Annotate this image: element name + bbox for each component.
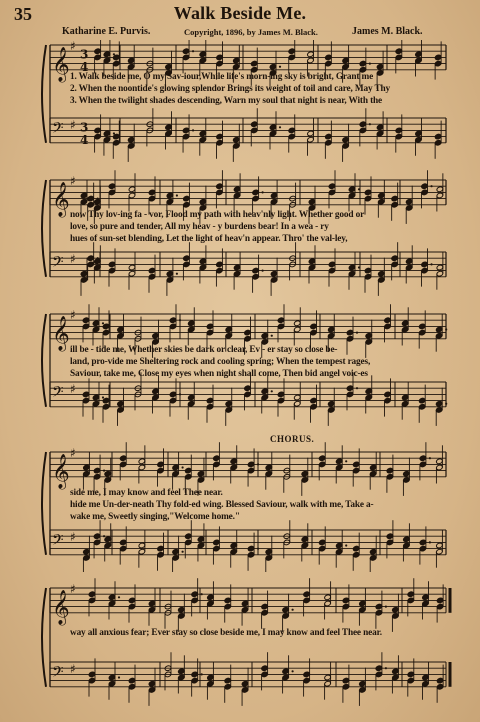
sharp-icon: ♯ — [70, 118, 76, 133]
music-system-3 — [0, 302, 480, 430]
dot — [271, 390, 273, 392]
lyric-line: way all anxious fear; Ever stay so close beside me, I may know and feel Thee near. — [70, 628, 382, 638]
music-system-4 — [0, 430, 480, 572]
lyric-line: land, pro-vide me Sheltering rock and cooling spring; When the tempest rages, — [70, 357, 371, 367]
lyric-line: ill be - tide me, Whether skies be dark or clear, Ev - er stay so close be- — [70, 345, 338, 355]
lyric-line: 3. When the twilight shades descending, Warn my soul that night is near, With the — [70, 96, 383, 106]
dot — [271, 335, 273, 337]
lyric-line: hues of sun-set blending, Let the light of heav'n appear. Thro' the val-ley, — [70, 234, 348, 244]
dot — [356, 387, 358, 389]
system-brace — [42, 180, 46, 277]
dot — [102, 396, 104, 398]
hymn-title: Walk Beside Me. — [173, 3, 307, 23]
dot — [262, 270, 264, 272]
bass-clef-icon: 𝄢 — [52, 119, 64, 141]
author-credit: Katharine E. Purvis. — [62, 26, 151, 37]
dot — [103, 470, 105, 472]
dot — [103, 535, 105, 537]
bass-clef-icon: 𝄢 — [52, 383, 64, 405]
dot — [201, 673, 203, 675]
lyric-line: hide me Un-der-neath Thy fold-ed wing. Blessed Saviour, walk with me, Take a- — [70, 500, 374, 510]
dot — [118, 596, 120, 598]
dot — [429, 457, 431, 459]
dot — [176, 273, 178, 275]
time-signature-numerator: 3 — [80, 120, 89, 135]
dot — [430, 185, 432, 187]
dot — [201, 593, 203, 595]
sharp-icon: ♯ — [70, 252, 76, 267]
dot — [385, 667, 387, 669]
sharp-icon: ♯ — [70, 382, 76, 397]
music-system-5 — [0, 576, 480, 722]
dot — [369, 63, 371, 65]
time-signature-denominator: 4 — [80, 132, 89, 147]
dot — [182, 466, 184, 468]
dot — [182, 551, 184, 553]
treble-clef-icon: 𝄞 — [52, 315, 70, 351]
dot — [102, 322, 104, 324]
page-number: 35 — [14, 4, 32, 24]
bass-clef-icon: 𝄢 — [52, 253, 64, 275]
treble-clef-icon: 𝄞 — [52, 453, 70, 489]
dot — [356, 332, 358, 334]
dot — [179, 319, 181, 321]
lyric-line: side me, I may know and feel Thee near. — [70, 488, 223, 498]
music-system-1 — [0, 40, 480, 168]
system-brace — [42, 45, 46, 143]
time-signature-numerator: 3 — [80, 47, 89, 62]
staff-notation — [0, 576, 480, 722]
treble-clef-icon: 𝄞 — [52, 181, 70, 217]
sharp-icon: ♯ — [70, 308, 76, 322]
dot — [257, 463, 259, 465]
dot — [345, 544, 347, 546]
dot — [176, 194, 178, 196]
chorus-label: CHORUS. — [270, 434, 315, 444]
sharp-icon: ♯ — [70, 446, 76, 460]
dot — [292, 609, 294, 611]
dot — [279, 126, 281, 128]
lyric-line: wake me, Sweetly singing,"Welcome home." — [70, 512, 240, 522]
lyric-line: love, so pure and tender, All my heav - y burdens bear! In a wea - ry — [70, 222, 329, 232]
dot — [429, 541, 431, 543]
dot — [192, 129, 194, 131]
dot — [445, 328, 447, 330]
system-brace — [42, 588, 46, 687]
sharp-icon: ♯ — [70, 582, 76, 596]
system-brace — [42, 452, 46, 555]
treble-clef-icon: 𝄞 — [52, 589, 70, 625]
dot — [192, 50, 194, 52]
bass-clef-icon: 𝄢 — [52, 663, 64, 685]
lyric-line: now Thy lov-ing fa - vor, Flood my path with heav'nly light. Whether good or — [70, 210, 365, 220]
dot — [262, 191, 264, 193]
dot — [257, 548, 259, 550]
music-system-2 — [0, 168, 480, 302]
dot — [358, 188, 360, 190]
dot — [279, 66, 281, 68]
dot — [358, 266, 360, 268]
dot — [369, 123, 371, 125]
sharp-icon: ♯ — [70, 662, 76, 677]
time-signature-denominator: 4 — [80, 59, 89, 74]
sharp-icon: ♯ — [70, 530, 76, 545]
dot — [292, 670, 294, 672]
lyric-line: 2. When the noontide's glowing splendor Brings its weight of toil and care, May Thy — [70, 84, 391, 94]
sharp-icon: ♯ — [70, 174, 76, 188]
dot — [430, 263, 432, 265]
lyric-line: Saviour, take me, Close my eyes when night shall come, Then bid angel voic-es — [70, 369, 368, 379]
lyric-line: 1. Walk beside me, O my Sav-iour,While life's morn-ing sky is bright, Grant me — [70, 72, 374, 82]
bass-clef-icon: 𝄢 — [52, 531, 64, 553]
composer-credit: James M. Black. — [352, 26, 423, 37]
treble-clef-icon: 𝄞 — [52, 46, 70, 82]
dot — [118, 676, 120, 678]
sharp-icon: ♯ — [70, 40, 76, 53]
dot — [345, 460, 347, 462]
dot — [179, 393, 181, 395]
copyright-notice: Copyright, 1896, by James M. Black. — [184, 27, 318, 37]
dot — [445, 403, 447, 405]
dot — [385, 606, 387, 608]
system-brace — [42, 314, 46, 407]
